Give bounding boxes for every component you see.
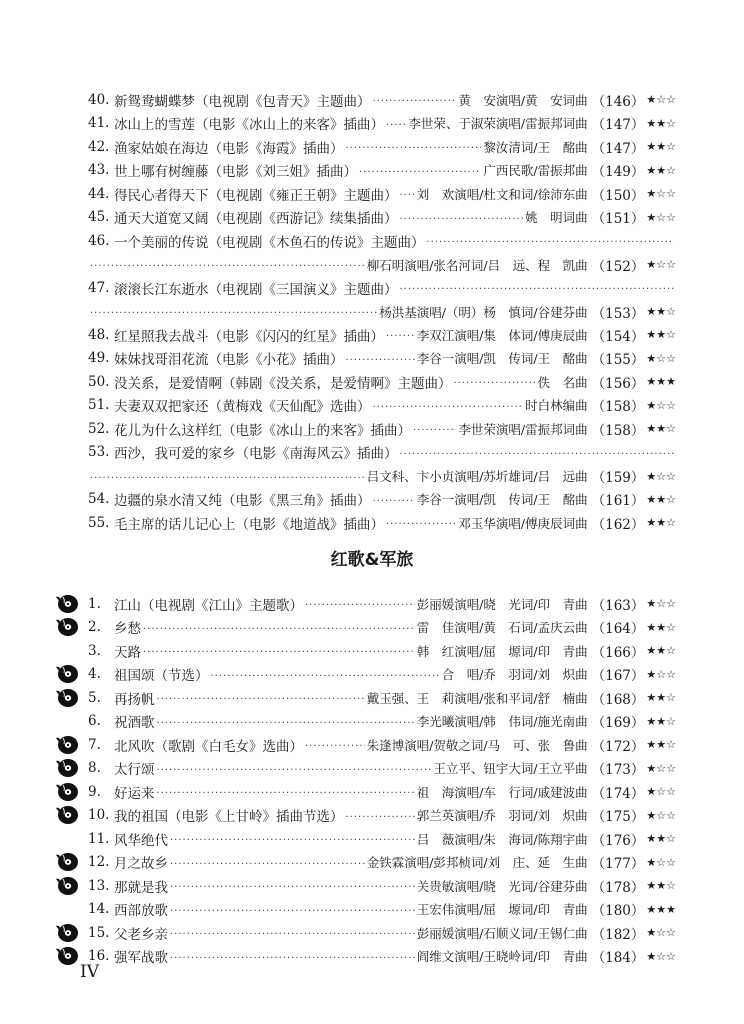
entry-title: 一个美丽的传说（电视剧《木鱼石的传说》主题曲） (114, 234, 425, 251)
toc-entry-47[interactable] (88, 276, 676, 323)
entry-credits: 吕文科、卞小贞演唱/苏圻雄词/吕 远曲 (366, 469, 588, 484)
difficulty-stars: ★★☆ (646, 163, 676, 177)
difficulty-stars: ★☆☆ (646, 469, 676, 483)
entry-title: 冰山上的雪莲（电影《冰山上的来客》插曲） (114, 117, 384, 134)
entry-credits: 邓玉华演唱/傅庚辰词曲 (458, 515, 588, 531)
entry-credits: 合 唱/乔 羽词/刘 炽曲 (441, 667, 588, 683)
toc-entry-5[interactable] (88, 686, 676, 710)
leader-dots (90, 473, 365, 484)
entry-credits: 柳石明演唱/张名河词/吕 远、程 凯曲 (366, 257, 588, 273)
entry-number: 1. (88, 595, 101, 612)
entry-number: 5. (88, 689, 101, 706)
leader-dots (373, 496, 415, 507)
difficulty-stars: ★☆☆ (646, 210, 676, 224)
entry-page: （155） (591, 352, 645, 369)
entry-page: （154） (591, 328, 645, 345)
entry-title: 再扬帆 (114, 691, 155, 708)
leader-dots (400, 284, 675, 295)
entry-line-1 (88, 276, 676, 299)
entry-page: （158） (591, 399, 645, 416)
toc-entry-45[interactable] (88, 206, 676, 230)
entry-number: 7. (88, 736, 101, 753)
entry-number: 40. (88, 91, 110, 108)
cd-disc-icon[interactable] (55, 782, 79, 802)
cd-disc-icon[interactable] (55, 758, 79, 778)
song-list-red-songs (88, 592, 676, 968)
entry-title: 那就是我 (114, 879, 168, 896)
entry-number: 44. (88, 185, 110, 202)
toc-entry-6[interactable] (88, 710, 676, 734)
entry-number: 14. (88, 901, 110, 918)
entry-credits: 阎维文演唱/王晓岭词/印 青曲 (416, 949, 588, 965)
entry-title: 北风吹（歌剧《白毛女》选曲） (114, 738, 303, 755)
entry-title: 父老乡亲 (114, 926, 168, 943)
entry-title: 花儿为什么这样红（电影《冰山上的来客》插曲） (114, 422, 411, 439)
entry-page: （163） (591, 597, 645, 614)
toc-entry-46[interactable] (88, 229, 676, 276)
entry-title: 西沙，我可爱的家乡（电影《南海风云》插曲） (114, 446, 398, 462)
toc-entry-42[interactable] (88, 135, 676, 159)
entry-credits: 雷 佳演唱/黄 石词/孟庆云曲 (416, 620, 588, 636)
toc-entry-54[interactable] (88, 488, 676, 512)
entry-page: （176） (591, 832, 645, 849)
difficulty-stars: ★☆☆ (646, 808, 676, 822)
difficulty-stars: ★★☆ (646, 620, 676, 634)
difficulty-stars: ★★☆ (646, 305, 676, 318)
leader-dots (454, 378, 536, 389)
entry-number: 10. (88, 807, 110, 824)
entry-credits: 李光曦演唱/韩 伟词/施光南曲 (416, 714, 588, 730)
toc-entry-16[interactable] (88, 945, 676, 969)
entry-page: （180） (591, 903, 645, 920)
leader-dots (346, 812, 415, 823)
entry-number: 12. (88, 854, 110, 871)
leader-dots (170, 929, 415, 940)
toc-entry-8[interactable] (88, 757, 676, 781)
toc-entry-48[interactable] (88, 323, 676, 347)
entry-page: （147） (591, 140, 645, 157)
toc-entry-9[interactable] (88, 780, 676, 804)
entry-page: （173） (591, 762, 645, 779)
leader-dots (305, 741, 365, 752)
entry-page: （174） (591, 785, 645, 802)
entry-title: 得民心者得天下（电视剧《雍正王朝》主题曲） (114, 187, 398, 204)
toc-entry-49[interactable] (88, 347, 676, 371)
leader-dots (305, 600, 415, 611)
toc-entry-51[interactable] (88, 394, 676, 418)
cd-disc-icon[interactable] (55, 735, 79, 755)
toc-entry-4[interactable] (88, 663, 676, 687)
leader-dots (211, 671, 440, 682)
leader-dots (157, 694, 365, 705)
difficulty-stars: ★☆☆ (646, 187, 676, 201)
entry-credits: 郭兰英演唱/乔 羽词/刘 炽曲 (416, 808, 588, 824)
difficulty-stars: ★★☆ (646, 422, 676, 436)
entry-page: （184） (591, 950, 645, 967)
entry-number: 16. (88, 948, 110, 965)
entry-credits: 李谷一演唱/凯 传词/王 酩曲 (416, 492, 588, 508)
entry-number: 55. (88, 514, 110, 531)
leader-dots (157, 788, 415, 799)
difficulty-stars: ★★☆ (646, 644, 676, 658)
entry-credits: 关贵敏演唱/晓 光词/谷建芬曲 (416, 878, 588, 894)
difficulty-stars: ★☆☆ (646, 667, 676, 681)
entry-title: 滚滚长江东逝水（电视剧《三国演义》主题曲） (114, 281, 398, 298)
cd-disc-icon[interactable] (55, 805, 79, 825)
toc-entry-43[interactable] (88, 159, 676, 183)
entry-credits: 朱逢博演唱/贺敬之词/马 可、张 鲁曲 (366, 737, 588, 753)
toc-entry-15[interactable] (88, 921, 676, 945)
entry-title: 毛主席的话儿记心上（电影《地道战》插曲） (114, 516, 384, 533)
entry-page: （147） (591, 117, 645, 134)
entry-title: 风华绝代 (114, 832, 168, 849)
entry-credits: 李世荣演唱/雷振邦词曲 (458, 421, 588, 437)
entry-credits: 黎汝清词/王 酩曲 (483, 139, 588, 155)
leader-dots (170, 906, 415, 917)
difficulty-stars: ★★★ (646, 375, 676, 389)
entry-number: 52. (88, 420, 110, 437)
entry-page: （167） (591, 668, 645, 685)
entry-page: （169） (591, 715, 645, 732)
leader-dots (170, 882, 415, 893)
entry-number: 46. (88, 232, 110, 249)
entry-credits: 王宏伟演唱/屈 塬词/印 青曲 (416, 902, 588, 918)
leader-dots (413, 425, 456, 436)
leader-dots (90, 261, 365, 272)
entry-number: 4. (88, 666, 101, 683)
leader-dots (386, 120, 406, 131)
entry-line-2 (88, 465, 676, 488)
entry-page: （166） (591, 644, 645, 661)
cd-disc-icon[interactable] (55, 617, 79, 637)
cd-disc-icon[interactable] (55, 594, 79, 614)
entry-number: 13. (88, 877, 110, 894)
entry-title: 没关系，是爱情啊（韩剧《没关系，是爱情啊》主题曲） (114, 375, 452, 392)
entry-page: （177） (591, 856, 645, 873)
entry-title: 江山（电视剧《江山》主题歌） (114, 597, 303, 614)
entry-title: 夫妻双双把家还（黄梅戏《天仙配》选曲） (114, 399, 371, 416)
cd-disc-icon[interactable] (55, 852, 79, 872)
entry-page: （152） (591, 258, 645, 275)
leader-dots (157, 718, 415, 729)
entry-title: 通天大道宽又阔（电视剧《西游记》续集插曲） (114, 211, 398, 228)
entry-title: 月之故乡 (114, 856, 168, 873)
entry-credits: 姚 明词曲 (525, 210, 588, 226)
entry-number: 43. (88, 162, 110, 179)
difficulty-stars: ★☆☆ (646, 949, 676, 963)
toc-entry-14[interactable] (88, 898, 676, 922)
leader-dots (400, 190, 415, 201)
entry-credits: 王立平、钮宇大词/王立平曲 (433, 761, 588, 777)
leader-dots (386, 519, 456, 530)
entry-number: 2. (88, 619, 101, 636)
entry-page: （149） (591, 164, 645, 181)
entry-page: （164） (591, 621, 645, 638)
entry-credits: 彭丽媛演唱/石顺义词/王锡仁曲 (416, 925, 588, 941)
entry-credits: 李双江演唱/集 体词/傅庚辰曲 (416, 327, 588, 343)
entry-credits: 彭丽媛演唱/晓 光词/印 青曲 (416, 596, 588, 612)
toc-entry-12[interactable] (88, 851, 676, 875)
entry-number: 8. (88, 760, 101, 777)
entry-number: 45. (88, 209, 110, 226)
entry-credits: 李世荣、于淑荣演唱/雷振邦词曲 (408, 116, 588, 132)
toc-entry-41[interactable] (88, 112, 676, 136)
entry-page: （161） (591, 493, 645, 510)
leader-dots (373, 402, 524, 413)
entry-title: 渔家姑娘在海边（电影《海霞》插曲） (114, 140, 344, 157)
entry-title: 世上哪有树缠藤（电影《刘三姐》插曲） (114, 164, 357, 181)
entry-title: 好运来 (114, 785, 155, 802)
difficulty-stars: ★☆☆ (646, 761, 676, 775)
entry-page: （175） (591, 809, 645, 826)
entry-credits: 祖 海演唱/车 行词/戚建波曲 (416, 784, 588, 800)
entry-title: 祝酒歌 (114, 715, 155, 732)
page-number: IV (80, 962, 99, 982)
entry-title: 我的祖国（电影《上甘岭》插曲节选） (114, 809, 344, 826)
entry-title: 太行颂 (114, 762, 155, 779)
entry-credits: 李谷一演唱/凯 传词/王 酩曲 (416, 351, 588, 367)
difficulty-stars: ★★☆ (646, 691, 676, 705)
entry-number: 6. (88, 713, 101, 730)
cd-disc-icon[interactable] (55, 876, 79, 896)
entry-page: （151） (591, 211, 645, 228)
difficulty-stars: ★★★ (646, 902, 676, 916)
entry-number: 9. (88, 783, 101, 800)
entry-page: （178） (591, 879, 645, 896)
entry-number: 42. (88, 138, 110, 155)
entry-line-2 (88, 300, 676, 323)
entry-number: 50. (88, 373, 110, 390)
difficulty-stars: ★★☆ (646, 516, 676, 530)
entry-title: 红星照我去战斗（电影《闪闪的红星》插曲） (114, 328, 384, 345)
entry-title: 妹妹找哥泪花流（电影《小花》插曲） (114, 352, 344, 369)
difficulty-stars: ★★☆ (646, 738, 676, 752)
toc-entry-53[interactable] (88, 441, 676, 488)
difficulty-stars: ★☆☆ (646, 351, 676, 365)
leader-dots (346, 355, 415, 366)
toc-entry-44[interactable] (88, 182, 676, 206)
difficulty-stars: ★☆☆ (646, 93, 676, 107)
leader-dots (373, 96, 457, 107)
entry-title: 边疆的泉水清又纯（电影《黑三角》插曲） (114, 493, 371, 510)
toc-entry-13[interactable] (88, 874, 676, 898)
difficulty-stars: ★★☆ (646, 879, 676, 893)
difficulty-stars: ★★☆ (646, 714, 676, 728)
difficulty-stars: ★★☆ (646, 140, 676, 154)
leader-dots (400, 214, 524, 225)
entry-line-2 (88, 253, 676, 276)
difficulty-stars: ★☆☆ (646, 597, 676, 611)
entry-number: 15. (88, 924, 110, 941)
toc-entry-55[interactable] (88, 511, 676, 535)
toc-entry-50[interactable] (88, 370, 676, 394)
leader-dots (90, 308, 377, 319)
difficulty-stars: ★☆☆ (646, 855, 676, 869)
leader-dots (143, 647, 415, 658)
toc-entry-3[interactable] (88, 639, 676, 663)
difficulty-stars: ★☆☆ (646, 785, 676, 799)
difficulty-stars: ★★☆ (646, 116, 676, 130)
entry-page: （146） (591, 93, 645, 110)
leader-dots (157, 765, 432, 776)
entry-number: 51. (88, 397, 110, 414)
cd-disc-icon[interactable] (55, 664, 79, 684)
leader-dots (400, 449, 675, 460)
difficulty-stars: ★★☆ (646, 832, 676, 846)
section-title: 红歌&军旅 (330, 550, 414, 570)
cd-disc-icon[interactable] (55, 688, 79, 708)
difficulty-stars: ★★☆ (646, 328, 676, 342)
toc-entry-2[interactable] (88, 616, 676, 640)
entry-credits: 吕 薇演唱/朱 海词/陈翔宇曲 (416, 831, 588, 847)
entry-credits: 韩 红演唱/屈 塬词/印 青曲 (416, 643, 588, 659)
toc-entry-10[interactable] (88, 804, 676, 828)
entry-credits: 刘 欢演唱/杜文和词/徐沛东曲 (416, 186, 588, 202)
entry-number: 53. (88, 444, 110, 460)
entry-number: 48. (88, 326, 110, 343)
leader-dots (143, 624, 415, 635)
entry-number: 47. (88, 279, 110, 296)
toc-entry-52[interactable] (88, 417, 676, 441)
entry-number: 3. (88, 642, 101, 659)
entry-title: 强军战歌 (114, 950, 168, 967)
entry-page: （172） (591, 738, 645, 755)
leader-dots (427, 237, 675, 248)
leader-dots (170, 859, 365, 870)
entry-credits: 广西民歌/雷振邦曲 (483, 163, 588, 179)
entry-title: 天路 (114, 644, 141, 661)
entry-page: （153） (591, 305, 645, 322)
entry-page: （162） (591, 516, 645, 533)
leader-dots (170, 953, 415, 964)
difficulty-stars: ★★☆ (646, 492, 676, 506)
entry-page: （182） (591, 926, 645, 943)
entry-page: （150） (591, 187, 645, 204)
entry-credits: 时白林编曲 (525, 398, 588, 414)
toc-entry-40[interactable] (88, 88, 676, 112)
cd-disc-icon[interactable] (55, 923, 79, 943)
cd-disc-icon[interactable] (55, 946, 79, 966)
entry-number: 41. (88, 115, 110, 132)
song-list-continued (88, 88, 676, 535)
leader-dots (170, 835, 415, 846)
leader-dots (359, 167, 481, 178)
entry-credits: 黄 安演唱/黄 安词曲 (458, 92, 588, 108)
entry-page: （158） (591, 422, 645, 439)
entry-title: 祖国颂（节选） (114, 668, 209, 685)
entry-number: 11. (88, 830, 110, 847)
entry-number: 49. (88, 350, 110, 367)
entry-credits: 戴玉强、王 莉演唱/张和平词/舒 楠曲 (366, 690, 588, 706)
entry-page: （168） (591, 691, 645, 708)
leader-dots (386, 331, 415, 342)
toc-entry-11[interactable] (88, 827, 676, 851)
entry-line-1 (88, 229, 676, 252)
entry-credits: 金铁霖演唱/彭邦桢词/刘 庄、延 生曲 (366, 855, 588, 871)
toc-entry-7[interactable] (88, 733, 676, 757)
entry-page: （156） (591, 375, 645, 392)
entry-page: （159） (591, 470, 645, 486)
leader-dots (346, 143, 482, 154)
entry-credits: 佚 名曲 (537, 374, 588, 390)
difficulty-stars: ★☆☆ (646, 926, 676, 940)
entry-title: 西部放歌 (114, 903, 168, 920)
entry-line-1 (88, 441, 676, 464)
toc-entry-1[interactable] (88, 592, 676, 616)
entry-credits: 杨洪基演唱/（明）杨 慎词/谷建芬曲 (379, 304, 588, 320)
entry-title: 新鸳鸯蝴蝶梦（电视剧《包青天》主题曲） (114, 93, 371, 110)
entry-number: 54. (88, 491, 110, 508)
difficulty-stars: ★☆☆ (646, 398, 676, 412)
entry-title: 乡愁 (114, 621, 141, 638)
difficulty-stars: ★☆☆ (646, 258, 676, 271)
